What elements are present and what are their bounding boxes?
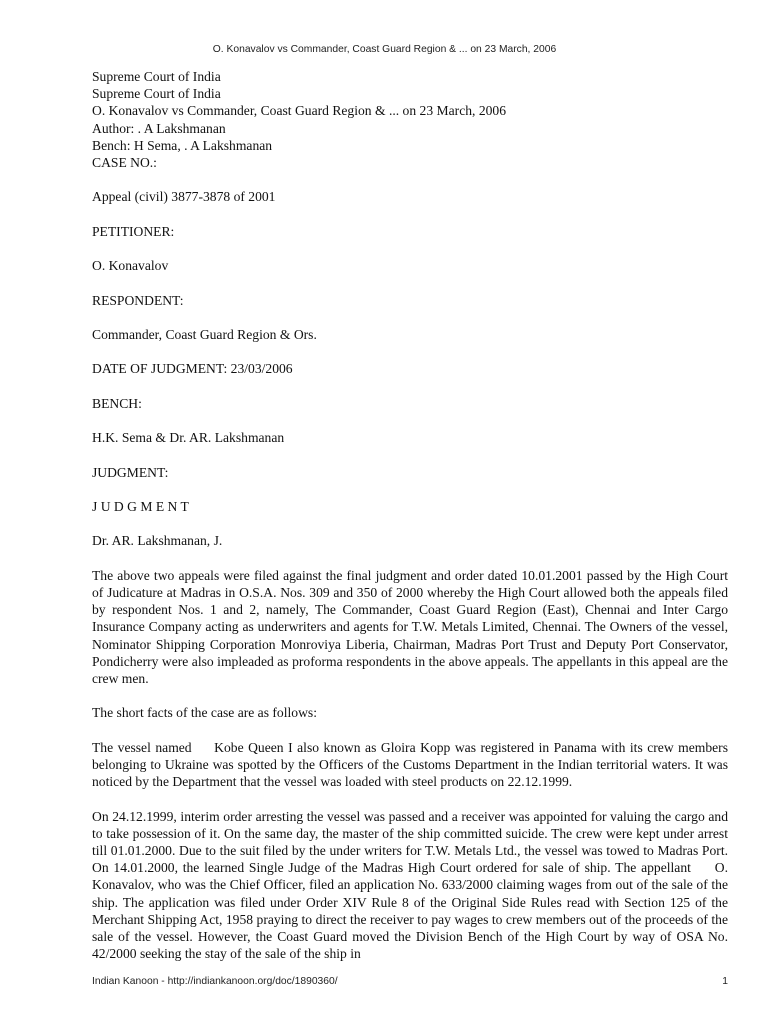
date-of-judgment: DATE OF JUDGMENT: 23/03/2006 (92, 361, 293, 377)
judgment-label: JUDGMENT: (92, 464, 169, 480)
paragraph-appeals: The above two appeals were filed against the final judgment and order dated 10.01.2001 passed by the High Court of Judicature at Madras in O.S.A. Nos. 309 and 350 of 2000 whereby the High Court allowed both the appeals filed by respondent Nos. 1 and 2, namely, The Commander, Coast Guard Region (East), Chennai and Inter Cargo Insurance Company acting as underwriters and agents for T.W. Metals Limited, Chennai. The Owners of the vessel, Nominator Shipping Corporation Monroviya Liberia, Chairman, Madras Port Trust and Deputy Port Conservator, Pondicherry were also impleaded as proforma respondents in the above appeals. The appellants in this appeal are the crew men. (92, 567, 728, 686)
document-body (92, 68, 728, 962)
judge-name: Dr. AR. Lakshmanan, J. (92, 533, 223, 549)
petitioner-name: O. Konavalov (92, 258, 169, 274)
petitioner-label: PETITIONER: (92, 223, 175, 239)
court-name-repeat: Supreme Court of India (92, 86, 221, 102)
bench-label: BENCH: (92, 395, 142, 411)
case-no-label: CASE NO.: (92, 155, 157, 171)
bench-line: Bench: H Sema, . A Lakshmanan (92, 137, 273, 153)
paragraph-vessel: The vessel named Kobe Queen I also known as Gloira Kopp was registered in Panama with its crew members belonging to Ukraine was spotted by the Officers of the Customs Department in the Indian territorial waters. It was noticed by the Department that the vessel was loaded with steel products on 22.12.1999. (92, 739, 728, 790)
case-title: O. Konavalov vs Commander, Coast Guard Region & ... on 23 March, 2006 (92, 103, 507, 119)
case-number: Appeal (civil) 3877-3878 of 2001 (92, 189, 276, 205)
bench-names: H.K. Sema & Dr. AR. Lakshmanan (92, 430, 285, 446)
page-number: 1 (722, 976, 728, 987)
respondent-label: RESPONDENT: (92, 292, 184, 308)
paragraph-short-facts: The short facts of the case are as follows: (92, 705, 317, 721)
author-line: Author: . A Lakshmanan (92, 120, 226, 136)
running-header: O. Konavalov vs Commander, Coast Guard Region & ... on 23 March, 2006 (212, 44, 557, 55)
footer-source-link[interactable]: Indian Kanoon - http://indiankanoon.org/doc/1890360/ (92, 976, 338, 987)
respondent-name: Commander, Coast Guard Region & Ors. (92, 326, 317, 342)
paragraph-interim-order: On 24.12.1999, interim order arresting the vessel was passed and a receiver was appointed for valuing the cargo and to take possession of it. On the same day, the master of the ship committed suicide. The crew were kept under arrest till 01.01.2000. Due to the suit filed by the under writers for T.W. Metals Ltd., the vessel was towed to Madras Port. On 14.01.2000, the learned Single Judge of the Madras High Court ordered for sale of ship. The appellant O. Konavalov, who was the Chief Officer, filed an application No. 633/2000 claiming wages from out of the sale of the ship. The application was filed under Order XIV Rule 8 of the Original Side Rules read with Section 125 of the Merchant Shipping Act, 1958 praying to direct the receiver to pay wages to crew members out of the proceeds of the sale of the vessel. However, the Coast Guard moved the Division Bench of the High Court by way of OSA No. 42/2000 seeking the stay of the sale of the ship in (92, 808, 728, 962)
judgment-heading: J U D G M E N T (92, 498, 189, 514)
court-name: Supreme Court of India (92, 69, 221, 84)
page-footer (92, 976, 728, 987)
